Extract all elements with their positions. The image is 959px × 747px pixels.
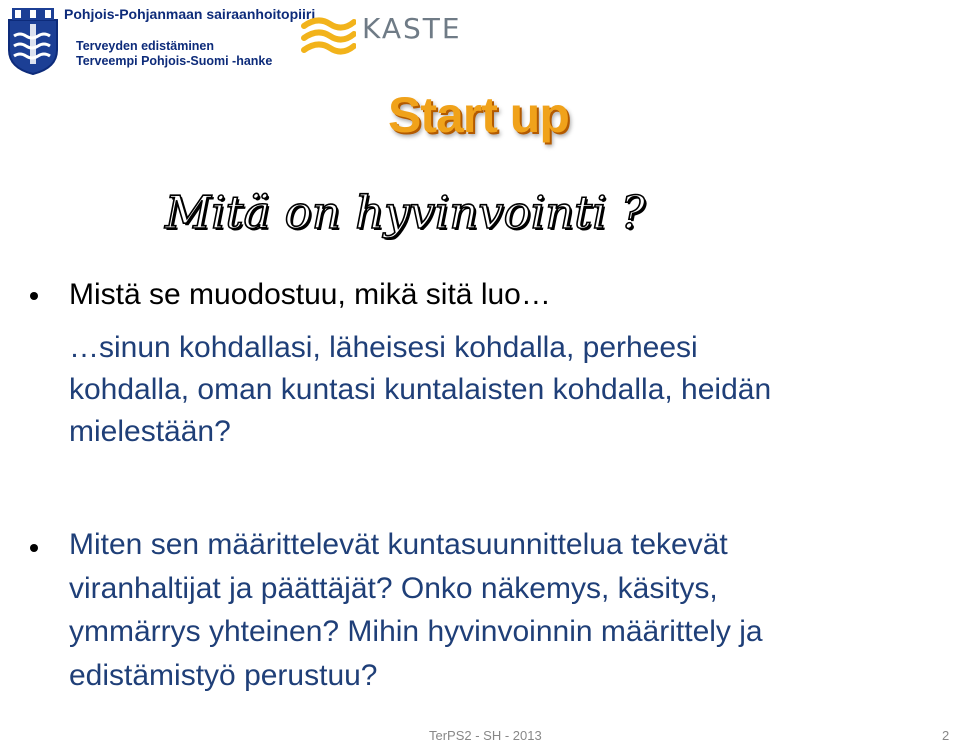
bullet-marker — [30, 544, 38, 552]
bullet-2-line-2: viranhaltijat ja päättäjät? Onko näkemys, käsitys, — [69, 572, 718, 605]
project-line-2: Terveempi Pohjois-Suomi -hanke — [76, 54, 273, 68]
kaste-wave-icon — [300, 12, 356, 64]
kaste-label: KASTE — [362, 12, 462, 45]
coat-of-arms-icon — [6, 6, 60, 76]
project-line-1: Terveyden edistäminen — [76, 39, 215, 53]
bullet-2-line-4: edistämistyö perustuu? — [69, 659, 378, 692]
bullet-1-line-2: …sinun kohdallasi, läheisesi kohdalla, perheesi — [69, 331, 698, 364]
slide-subtitle: Mitä on hyvinvointi ? — [165, 186, 646, 239]
footer-text: TerPS2 - SH - 2013 — [429, 728, 542, 743]
bullet-2-line-1: Miten sen määrittelevät kuntasuunnittelua tekevät — [69, 528, 728, 561]
bullet-marker — [30, 292, 38, 300]
bullet-1-line-3: kohdalla, oman kuntasi kuntalaisten kohdalla, heidän — [69, 373, 772, 406]
bullet-1-line-1: Mistä se muodostuu, mikä sitä luo… — [69, 278, 551, 311]
bullet-1-line-4: mielestään? — [69, 415, 231, 448]
organization-name: Pohjois-Pohjanmaan sairaanhoitopiiri — [64, 6, 316, 22]
page-number: 2 — [942, 728, 950, 743]
bullet-2-line-3: ymmärrys yhteinen? Mihin hyvinvoinnin määrittely ja — [69, 615, 763, 648]
slide-title: Start up — [388, 87, 569, 143]
